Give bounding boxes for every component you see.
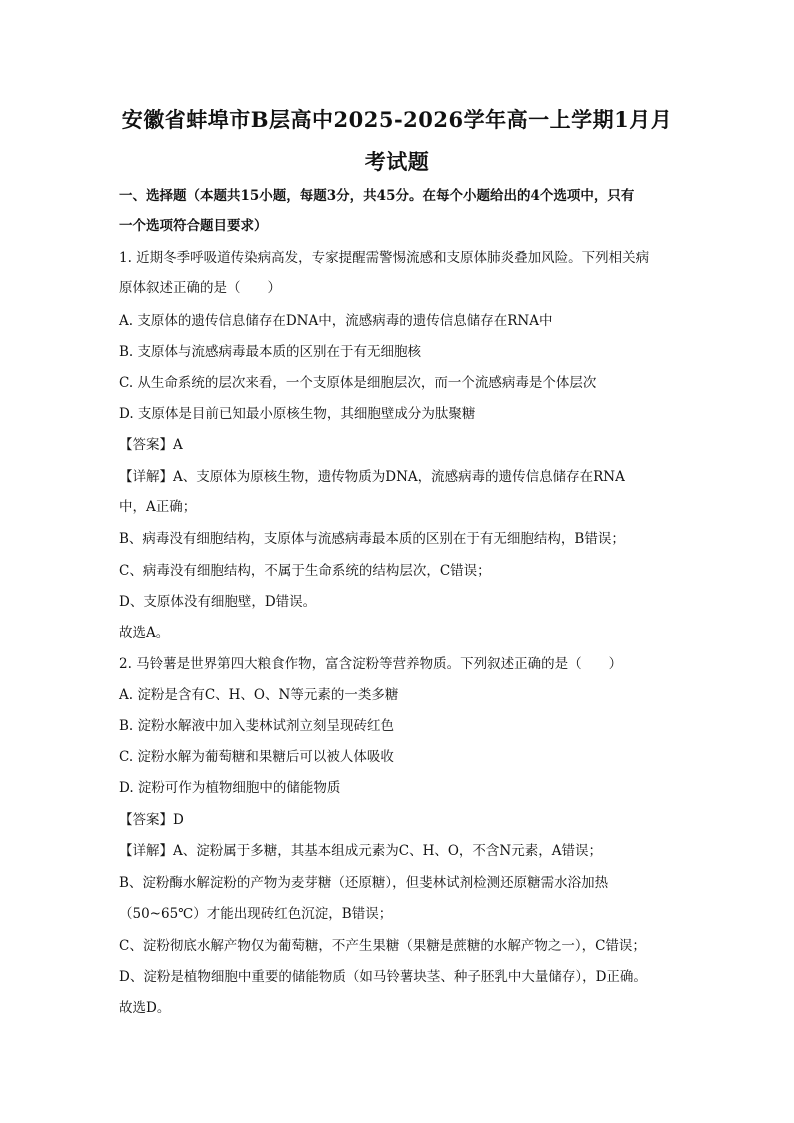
q2-detail: 【详解】A、淀粉属于多糖，其基本组成元素为C、H、O，不含N元素，A错误； (119, 843, 602, 859)
q1-detail: 【详解】A、支原体为原核生物，遗传物质为DNA，流感病毒的遗传信息储存在RNA (119, 469, 625, 485)
q2-conclusion: 故选D。 (119, 1000, 171, 1016)
section-heading-continued: 一个选项符合题目要求） (119, 218, 268, 234)
q2-option-b: B. 淀粉水解液中加入斐林试剂立刻呈现砖红色 (119, 718, 395, 734)
q2-detail: （50~65℃）才能出现砖红色沉淀，B错误； (119, 906, 393, 922)
q2-option-c: C. 淀粉水解为葡萄糖和果糖后可以被人体吸收 (119, 749, 394, 765)
section-heading: 一、选择题（本题共15小题，每题3分，共45分。在每个小题给出的4个选项中，只有 (119, 188, 635, 204)
q2-answer: 【答案】D (119, 812, 184, 828)
q1-stem-continued: 原体叙述正确的是（ ） (119, 280, 281, 296)
q1-option-d: D. 支原体是目前已知最小原核生物，其细胞壁成分为肽聚糖 (119, 406, 476, 422)
q1-answer: 【答案】A (119, 437, 183, 453)
q2-detail: B、淀粉酶水解淀粉的产物为麦芽糖（还原糖），但斐林试剂检测还原糖需水浴加热 (119, 875, 609, 891)
q2-option-d: D. 淀粉可作为植物细胞中的储能物质 (119, 780, 341, 796)
q2-option-a: A. 淀粉是含有C、H、O、N等元素的一类多糖 (119, 687, 399, 703)
q1-option-a: A. 支原体的遗传信息储存在DNA中，流感病毒的遗传信息储存在RNA中 (119, 313, 553, 329)
q2-detail: D、淀粉是植物细胞中重要的储能物质（如马铃薯块茎、种子胚乳中大量储存），D正确。 (119, 969, 647, 985)
q2-detail: C、淀粉彻底水解产物仅为葡萄糖，不产生果糖（果糖是蔗糖的水解产物之一），C错误； (119, 938, 646, 954)
q1-detail: 中，A正确； (119, 499, 197, 515)
q1-conclusion: 故选A。 (119, 625, 170, 641)
q1-detail: B、病毒没有细胞结构，支原体与流感病毒最本质的区别在于有无细胞结构，B错误； (119, 531, 625, 547)
document-title: 安徽省蚌埠市B层高中2025-2026学年高一上学期1月月 (121, 107, 673, 132)
q1-option-c: C. 从生命系统的层次来看，一个支原体是细胞层次，而一个流感病毒是个体层次 (119, 375, 597, 391)
q1-stem: 1. 近期冬季呼吸道传染病高发，专家提醒需警惕流感和支原体肺炎叠加风险。下列相关病 (119, 250, 650, 266)
q1-detail: C、病毒没有细胞结构，不属于生命系统的结构层次，C错误； (119, 563, 491, 579)
document-title-continued: 考试题 (364, 149, 430, 174)
q1-option-b: B. 支原体与流感病毒最本质的区别在于有无细胞核 (119, 344, 422, 360)
q1-detail: D、支原体没有细胞壁，D错误。 (119, 594, 317, 610)
q2-stem: 2. 马铃薯是世界第四大粮食作物，富含淀粉等营养物质。下列叙述正确的是（ ） (119, 656, 623, 672)
